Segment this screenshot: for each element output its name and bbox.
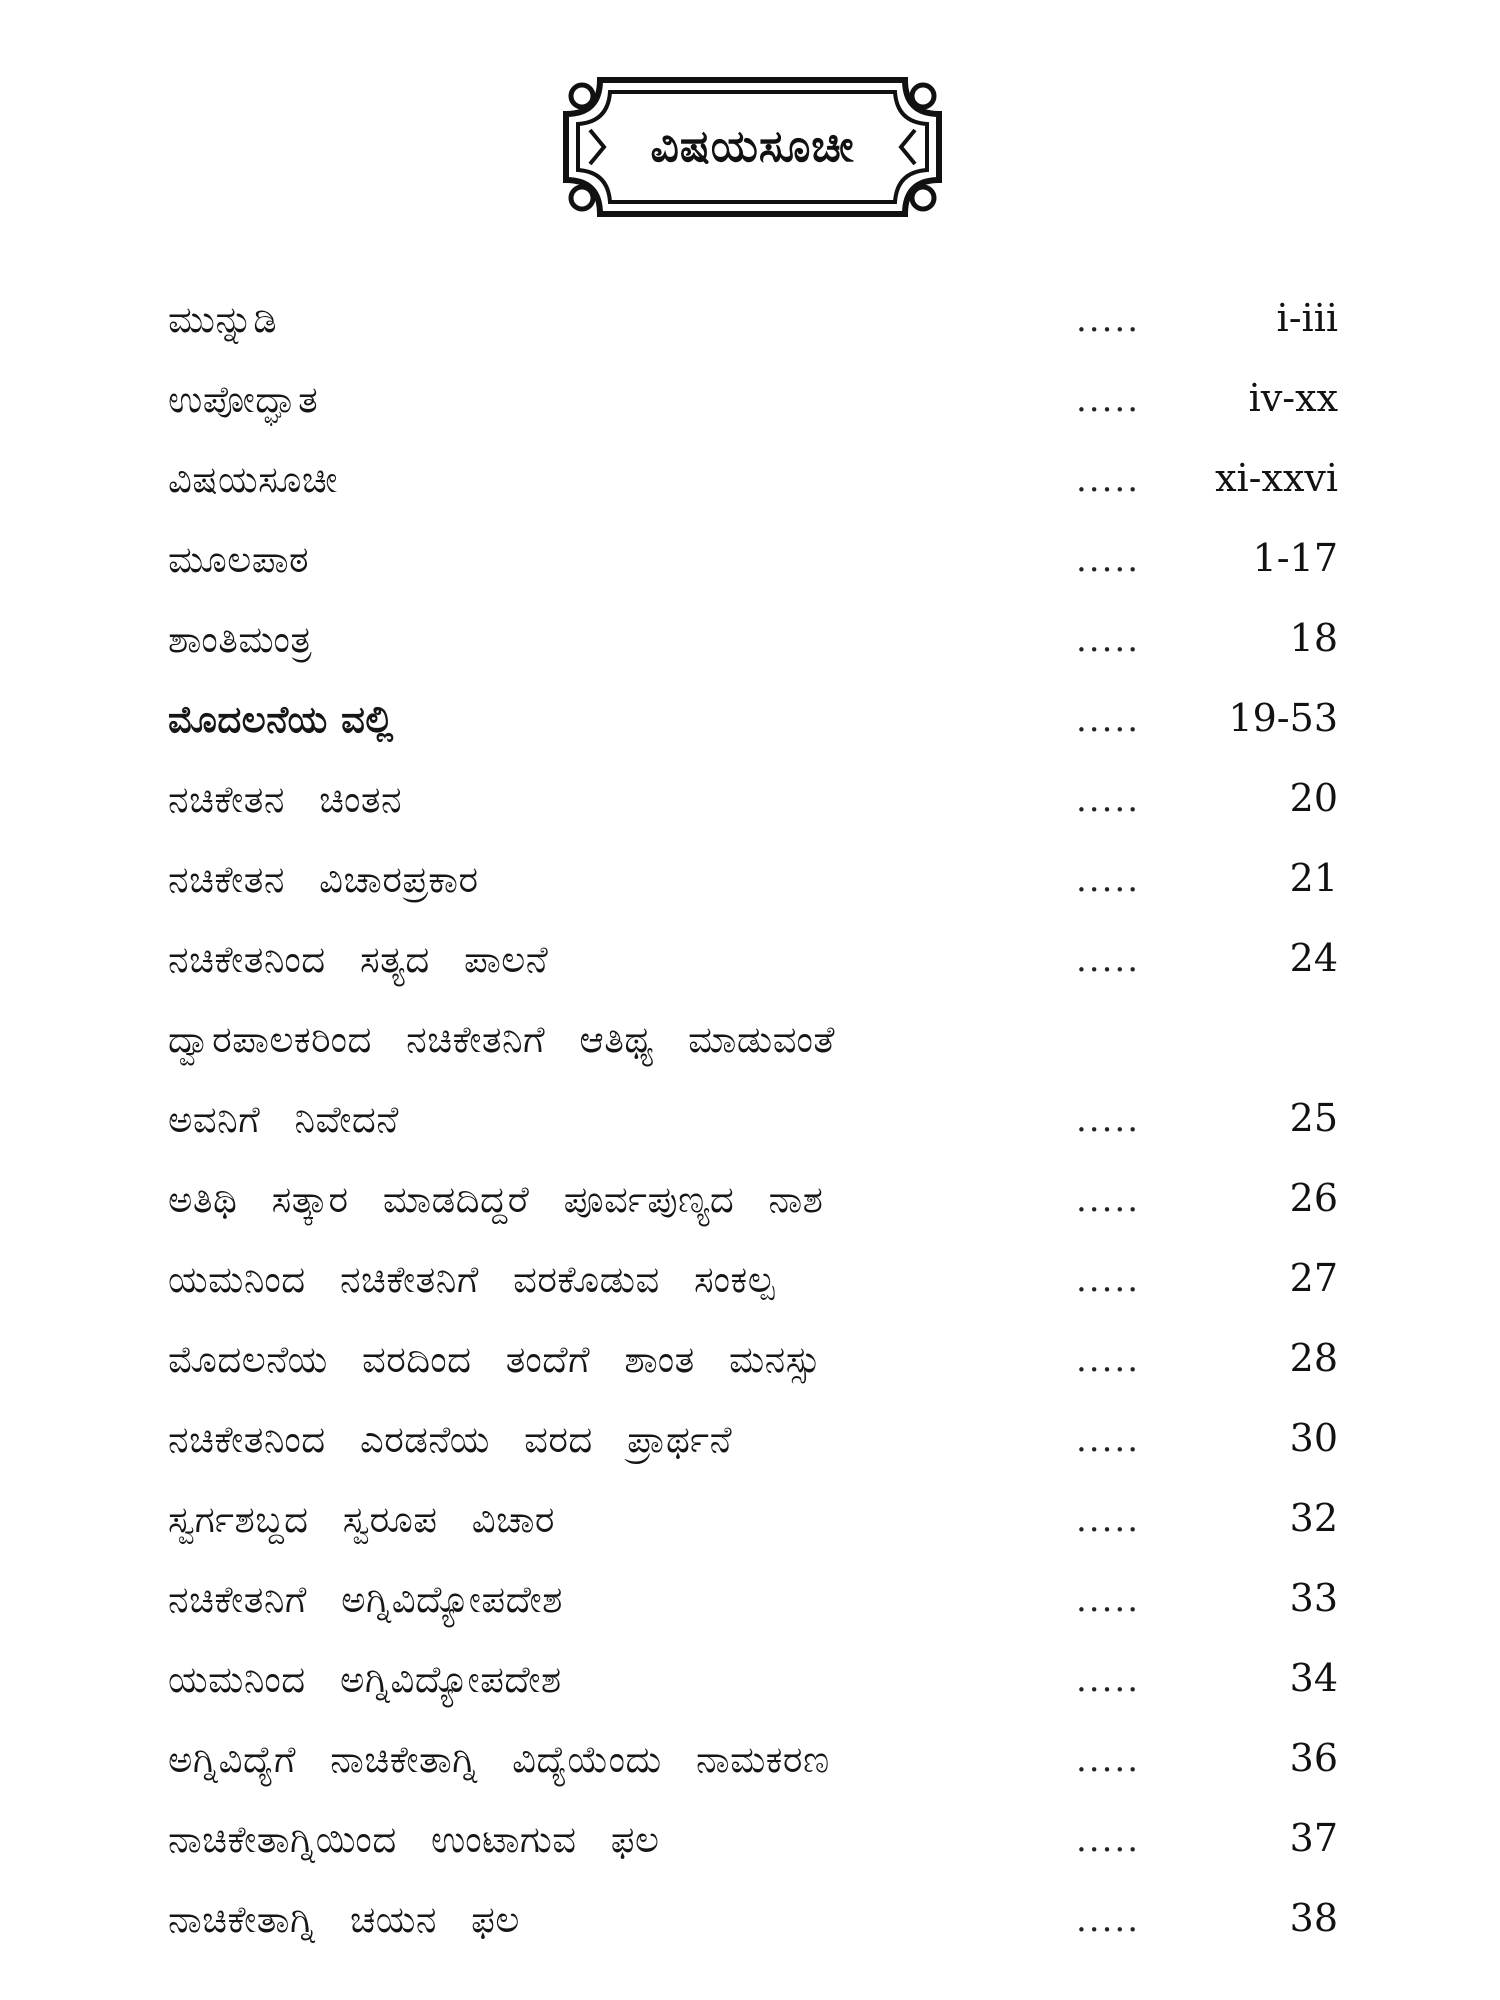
toc-page-number: 24 xyxy=(1289,936,1338,980)
toc-entry-title: ಉಪೋದ್ಘಾತ xyxy=(168,378,319,421)
toc-entry xyxy=(168,364,1338,444)
toc-dot-leader: ..... xyxy=(1076,620,1141,660)
toc-dot-leader: ..... xyxy=(1076,1180,1141,1220)
toc-dot-leader: ..... xyxy=(1076,300,1141,340)
toc-entry xyxy=(168,1404,1338,1484)
toc-entry xyxy=(168,524,1338,604)
toc-dot-leader: ..... xyxy=(1076,1420,1141,1460)
toc-entry-title: ಮೊದಲನೆಯ ವರದಿಂದ ತಂದೆಗೆ ಶಾಂತ ಮನಸ್ಸು xyxy=(168,1338,822,1381)
toc-entry xyxy=(168,924,1338,1004)
toc-entry-title: ದ್ವಾರಪಾಲಕರಿಂದ ನಚಿಕೇತನಿಗೆ ಆತಿಥ್ಯ ಮಾಡುವಂತೆ xyxy=(168,1018,835,1061)
toc-dot-leader: ..... xyxy=(1076,780,1141,820)
toc-entry xyxy=(168,1804,1338,1884)
toc-page-number: xi-xxvi xyxy=(1215,456,1338,500)
toc-entry xyxy=(168,604,1338,684)
toc-entry-title: ಶಾಂತಿಮಂತ್ರ xyxy=(168,618,313,661)
toc-entry-title: ವಿಷಯಸೂಚೀ xyxy=(168,458,338,501)
toc-dot-leader: ..... xyxy=(1076,1900,1141,1940)
toc-page-number: 36 xyxy=(1289,1736,1338,1780)
toc-page-number: 34 xyxy=(1289,1656,1338,1700)
toc-entry-title: ಮೊದಲನೆಯ ವಲ್ಲಿ xyxy=(168,698,394,741)
toc-dot-leader: ..... xyxy=(1076,700,1141,740)
toc-page-number: 20 xyxy=(1289,776,1338,820)
toc-entry-title: ನಾಚಿಕೇತಾಗ್ನಿಯಿಂದ ಉಂಟಾಗುವ ಫಲ xyxy=(168,1818,660,1861)
toc-entry-title: ನಚಿಕೇತನಿಂದ ಎರಡನೆಯ ವರದ ಪ್ರಾರ್ಥನೆ xyxy=(168,1418,733,1461)
toc-page-number: 30 xyxy=(1289,1416,1338,1460)
toc-entry-title: ನಚಿಕೇತನಿಗೆ ಅಗ್ನಿವಿದ್ಯೋಪದೇಶ xyxy=(168,1578,563,1621)
toc-page-number: 32 xyxy=(1289,1496,1338,1540)
toc-dot-leader: ..... xyxy=(1076,1660,1141,1700)
toc-entry xyxy=(168,1644,1338,1724)
toc-page-number: iv-xx xyxy=(1248,376,1338,420)
toc-page-number: i-iii xyxy=(1276,296,1338,340)
toc-page-number: 1-17 xyxy=(1252,536,1338,580)
toc-entry xyxy=(168,684,1338,764)
toc-page-number: 26 xyxy=(1289,1176,1338,1220)
toc-entry-title: ಯಮನಿಂದ ನಚಿಕೇತನಿಗೆ ವರಕೊಡುವ ಸಂಕಲ್ಪ xyxy=(168,1258,776,1301)
toc-entry xyxy=(168,1724,1338,1804)
toc-entry xyxy=(168,284,1338,364)
toc-entry xyxy=(168,1484,1338,1564)
page-title: ವಿಷಯಸೂಚೀ xyxy=(650,121,855,172)
toc-entry-title: ಅಗ್ನಿವಿದ್ಯೆಗೆ ನಾಚಿಕೇತಾಗ್ನಿ ವಿದ್ಯೆಯೆಂದು ನಾಮಕರಣ xyxy=(168,1738,830,1781)
toc-dot-leader: ..... xyxy=(1076,1820,1141,1860)
toc-dot-leader: ..... xyxy=(1076,460,1141,500)
toc-entry xyxy=(168,1164,1338,1244)
toc-dot-leader: ..... xyxy=(1076,940,1141,980)
toc-dot-leader: ..... xyxy=(1076,1740,1141,1780)
toc-page-number: 27 xyxy=(1289,1256,1338,1300)
toc-page-number: 18 xyxy=(1289,616,1338,660)
toc-entry-title: ಸ್ವರ್ಗಶಬ್ದದ ಸ್ವರೂಪ ವಿಚಾರ xyxy=(168,1498,556,1541)
toc-entry-title: ಮೂಲಪಾಠ xyxy=(168,538,310,581)
toc-entry xyxy=(168,1084,1338,1164)
toc-dot-leader: ..... xyxy=(1076,1100,1141,1140)
title-plaque xyxy=(560,74,945,220)
toc-dot-leader: ..... xyxy=(1076,380,1141,420)
toc-dot-leader: ..... xyxy=(1076,1500,1141,1540)
toc-entry-title: ಯಮನಿಂದ ಅಗ್ನಿವಿದ್ಯೋಪದೇಶ xyxy=(168,1658,562,1701)
toc-dot-leader: ..... xyxy=(1076,540,1141,580)
toc-entry xyxy=(168,764,1338,844)
toc-dot-leader: ..... xyxy=(1076,1580,1141,1620)
toc-entry xyxy=(168,444,1338,524)
toc-entry-title: ಮುನ್ನುಡಿ xyxy=(168,298,278,341)
table-of-contents xyxy=(168,284,1338,1964)
toc-entry-title: ನಚಿಕೇತನ ವಿಚಾರಪ್ರಕಾರ xyxy=(168,858,479,901)
toc-page-number: 21 xyxy=(1289,856,1338,900)
toc-dot-leader: ..... xyxy=(1076,1260,1141,1300)
toc-entry-title: ನಚಿಕೇತನ ಚಿಂತನ xyxy=(168,778,403,821)
toc-page-number: 33 xyxy=(1289,1576,1338,1620)
toc-entry xyxy=(168,1884,1338,1964)
toc-page-number: 19-53 xyxy=(1228,696,1338,740)
toc-entry xyxy=(168,1004,1338,1084)
toc-entry xyxy=(168,1324,1338,1404)
toc-dot-leader: ..... xyxy=(1076,1340,1141,1380)
toc-entry-title: ಅವನಿಗೆ ನಿವೇದನೆ xyxy=(168,1098,399,1141)
toc-entry-title: ಅತಿಥಿ ಸತ್ಕಾರ ಮಾಡದಿದ್ದರೆ ಪೂರ್ವಪುಣ್ಯದ ನಾಶ xyxy=(168,1178,824,1221)
toc-entry-title: ನಾಚಿಕೇತಾಗ್ನಿ ಚಯನ ಫಲ xyxy=(168,1898,520,1941)
toc-entry-title: ನಚಿಕೇತನಿಂದ ಸತ್ಯದ ಪಾಲನೆ xyxy=(168,938,549,981)
toc-entry xyxy=(168,1244,1338,1324)
toc-entry xyxy=(168,844,1338,924)
toc-page-number: 38 xyxy=(1289,1896,1338,1940)
toc-page-number: 28 xyxy=(1289,1336,1338,1380)
toc-dot-leader: ..... xyxy=(1076,860,1141,900)
toc-page-number: 37 xyxy=(1289,1816,1338,1860)
toc-entry xyxy=(168,1564,1338,1644)
toc-page-number: 25 xyxy=(1289,1096,1338,1140)
